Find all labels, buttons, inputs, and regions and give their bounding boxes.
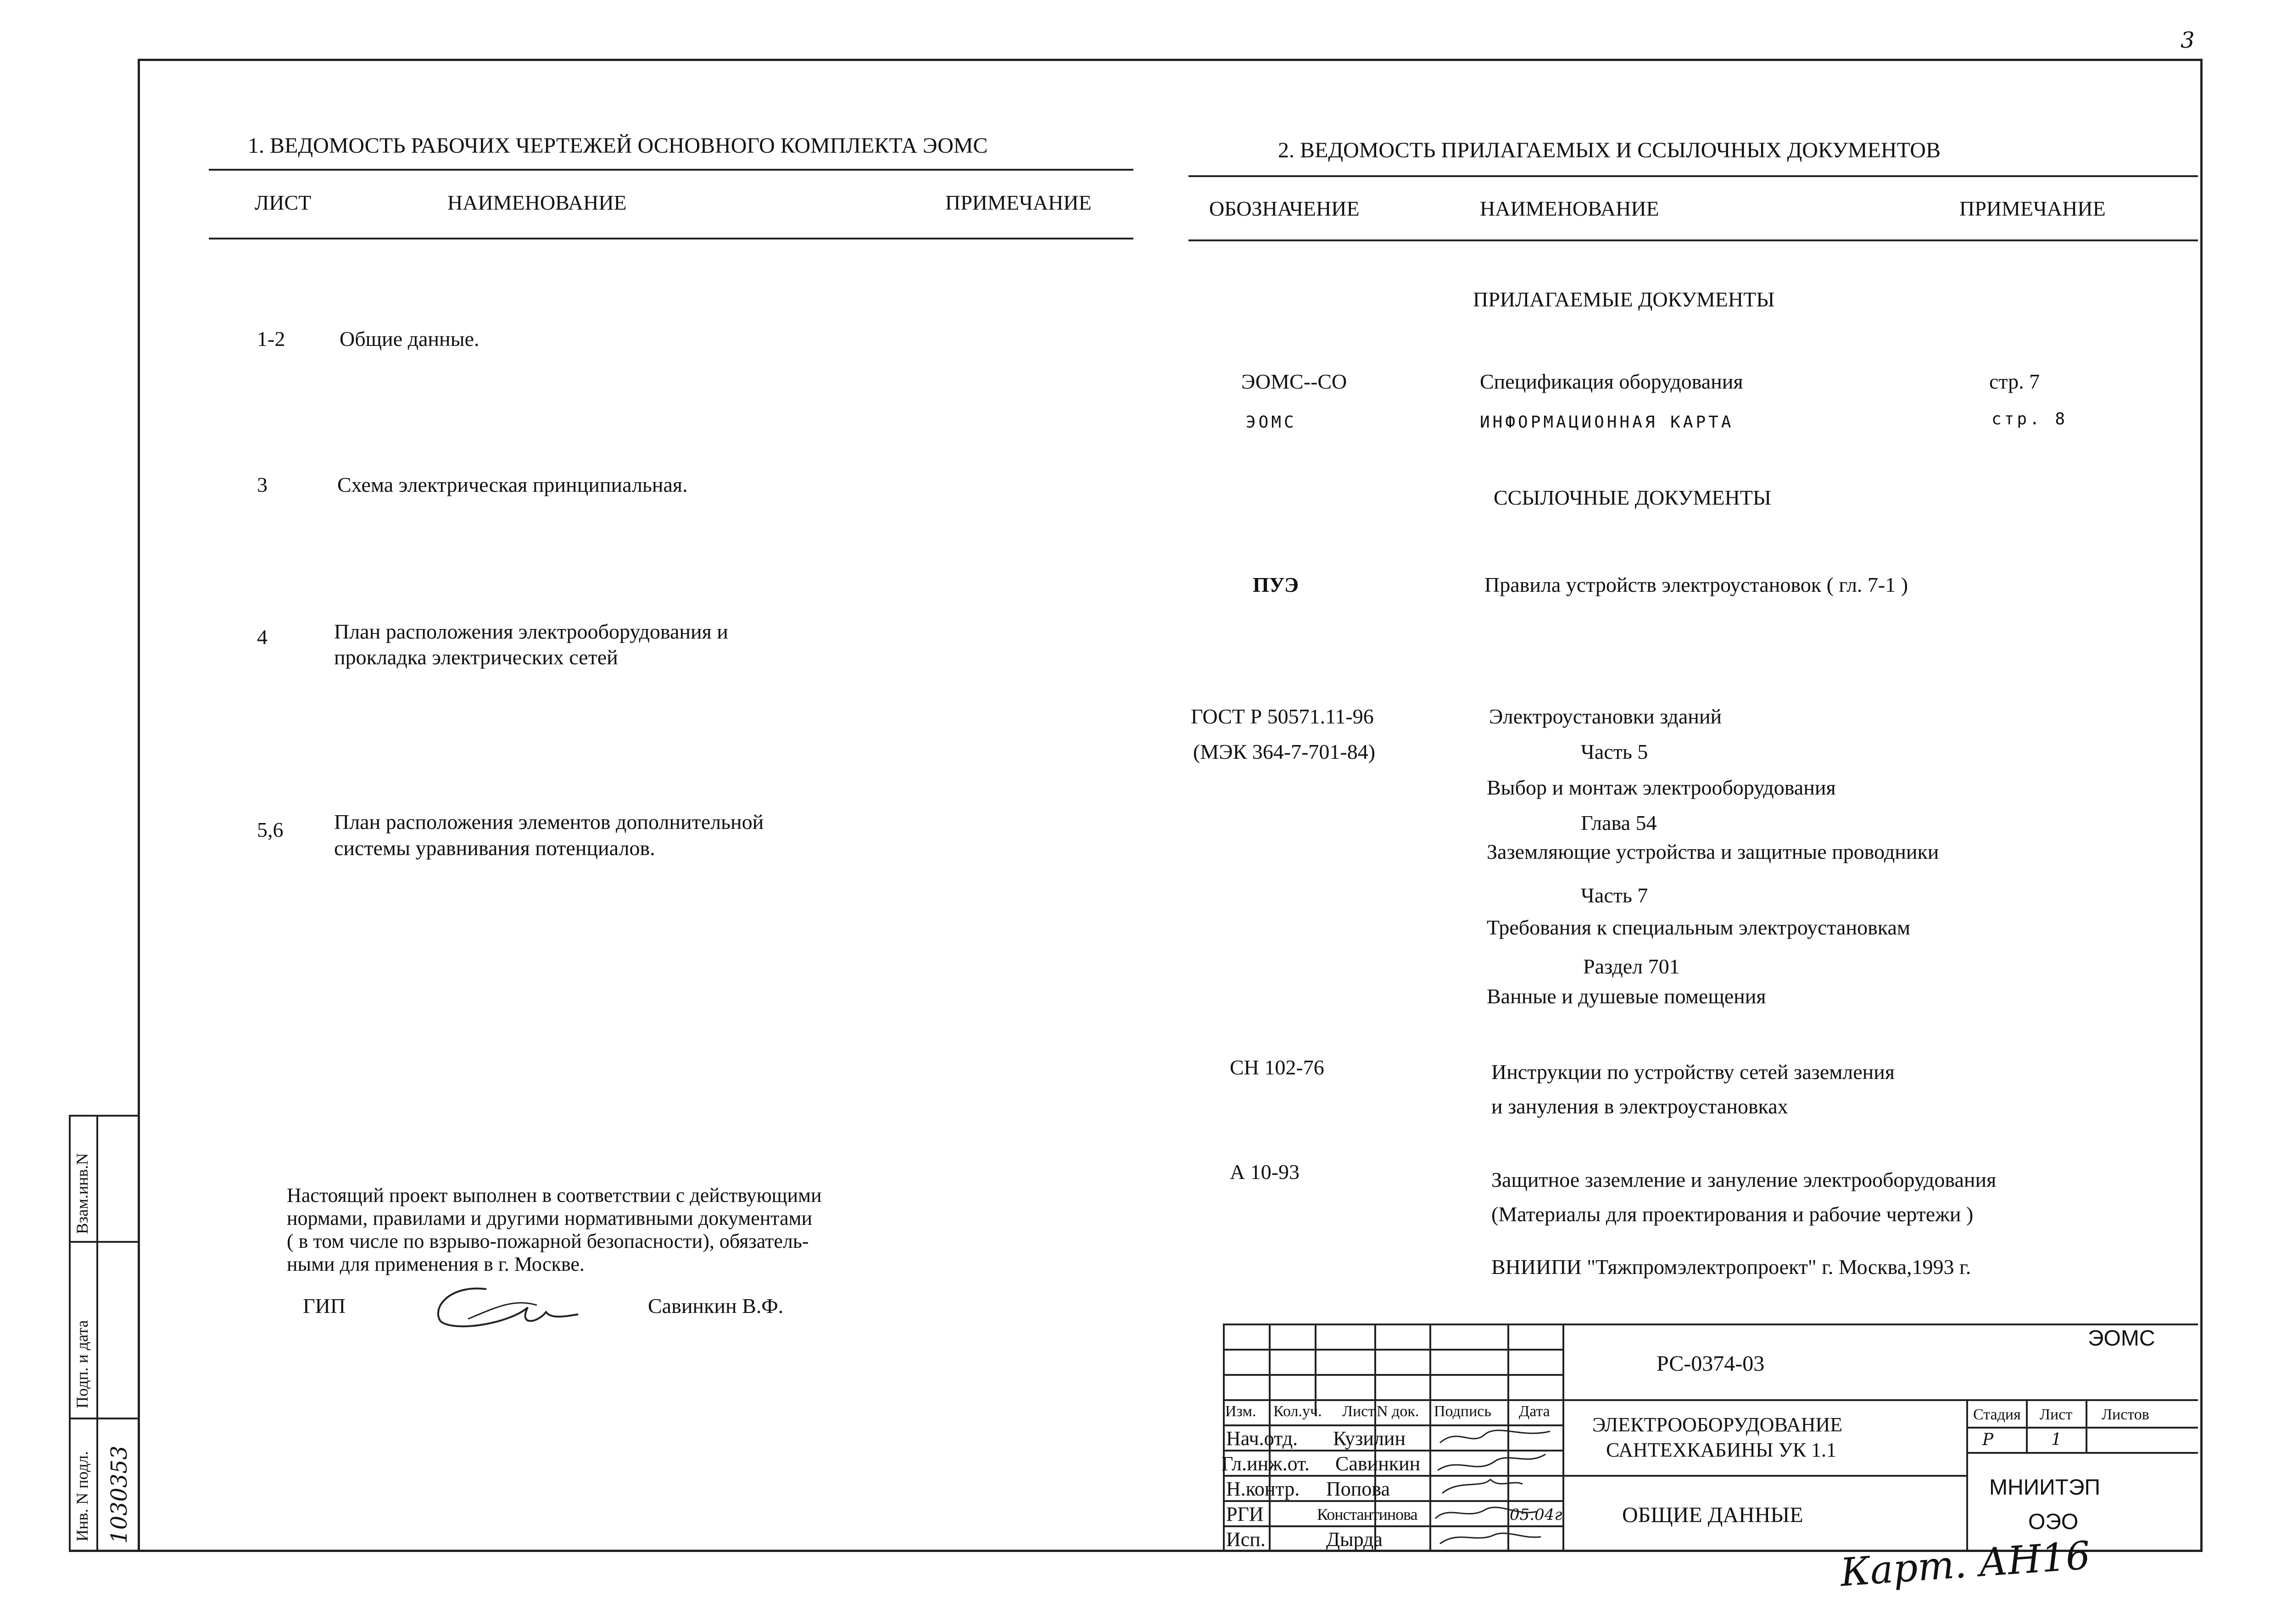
ref-name-a: (Материалы для проектирования и рабочие чертежи ) bbox=[1491, 1202, 1974, 1226]
stamp-signatures bbox=[1431, 1424, 1564, 1551]
gip-name: Савинкин В.Ф. bbox=[648, 1294, 784, 1318]
title-block-border bbox=[1223, 1324, 2198, 1325]
side-stamp-border bbox=[69, 1241, 138, 1243]
statement-line: ными для применения в г. Москве. bbox=[287, 1253, 585, 1275]
left-header-note: ПРИМЕЧАНИЕ bbox=[945, 191, 1092, 214]
gost-line: Глава 54 bbox=[1581, 811, 1657, 834]
stamp-sheet-value: 1 bbox=[2051, 1430, 2062, 1449]
stamp-col-header: Кол.уч. bbox=[1273, 1403, 1322, 1420]
stamp-name: Попова bbox=[1326, 1478, 1390, 1500]
attached-name: Спецификация оборудования bbox=[1480, 370, 1743, 393]
attached-code: ЭОМС bbox=[1246, 413, 1297, 432]
title-block-border bbox=[1223, 1374, 1562, 1376]
stamp-stage-value: Р bbox=[1982, 1430, 1994, 1449]
ref-code-gost: ГОСТ Р 50571.11-96 bbox=[1191, 705, 1374, 728]
left-row-sheet: 1-2 bbox=[257, 327, 285, 350]
left-row-name: Общие данные. bbox=[340, 327, 480, 350]
right-table-title: 2. ВЕДОМОСТЬ ПРИЛАГАЕМЫХ И ССЫЛОЧНЫХ ДОКУМЕНТОВ bbox=[1278, 138, 1941, 162]
ref-code-pue: ПУЭ bbox=[1253, 573, 1299, 596]
left-header-rule-bottom bbox=[209, 238, 1133, 239]
gost-line: Выбор и монтаж электрооборудования bbox=[1487, 776, 1836, 799]
title-block-border bbox=[1223, 1399, 1562, 1401]
left-row-name: Схема электрическая принципиальная. bbox=[337, 473, 688, 496]
reference-section-title: ССЫЛОЧНЫЕ ДОКУМЕНТЫ bbox=[1494, 486, 1771, 509]
title-block-border bbox=[1966, 1399, 1968, 1551]
attached-note: стр. 7 bbox=[1989, 370, 2040, 393]
right-header-rule-top bbox=[1188, 175, 2198, 177]
attached-code: ЭОМС--СО bbox=[1241, 370, 1347, 393]
title-block-border bbox=[1966, 1427, 2198, 1429]
stamp-org2: ОЭО bbox=[2028, 1510, 2079, 1534]
title-block-border bbox=[1562, 1475, 1966, 1477]
gost-line: Электроустановки зданий bbox=[1489, 705, 1722, 728]
right-header-name: НАИМЕНОВАНИЕ bbox=[1480, 197, 1659, 220]
title-block-border bbox=[1223, 1324, 1225, 1551]
title-block-border bbox=[1562, 1399, 2198, 1401]
ref-name-a: Защитное заземление и зануление электрооборудования bbox=[1491, 1168, 1997, 1191]
right-header-note: ПРИМЕЧАНИЕ bbox=[1959, 197, 2106, 220]
left-header-name: НАИМЕНОВАНИЕ bbox=[447, 191, 627, 214]
stamp-name: Савинкин bbox=[1335, 1452, 1421, 1475]
ref-name-sn: Инструкции по устройству сетей заземления bbox=[1491, 1060, 1895, 1084]
stamp-sheet-label: Лист bbox=[2040, 1406, 2073, 1423]
left-row-sheet: 5,6 bbox=[257, 818, 284, 841]
side-stamp-podp: Подп. и дата bbox=[73, 1320, 91, 1408]
statement-line: нормами, правилами и другими нормативными документами bbox=[287, 1207, 812, 1229]
stamp-role: Гл.инж.от. bbox=[1222, 1452, 1310, 1475]
gip-signature bbox=[431, 1280, 583, 1335]
gost-line: Ванные и душевые помещения bbox=[1487, 984, 1766, 1008]
side-stamp-border bbox=[96, 1115, 98, 1551]
right-header-rule-bottom bbox=[1188, 239, 2198, 241]
ref-code-iec: (МЭК 364-7-701-84) bbox=[1193, 740, 1376, 763]
gost-line: Заземляющие устройства и защитные проводники bbox=[1487, 840, 1939, 863]
sheet-number: 3 bbox=[2181, 28, 2195, 53]
left-row-name: План расположения электрооборудования и bbox=[334, 620, 728, 643]
stamp-org1: МНИИТЭП bbox=[1989, 1475, 2100, 1500]
title-block-border bbox=[2086, 1399, 2087, 1452]
stamp-set: ЭОМС bbox=[2088, 1326, 2155, 1351]
stamp-date: 05.04г bbox=[1510, 1506, 1562, 1524]
title-block-border bbox=[1223, 1349, 1562, 1351]
stamp-doc-code: РС-0374-03 bbox=[1657, 1351, 1765, 1376]
gost-line: Часть 7 bbox=[1581, 884, 1648, 907]
left-row-name: прокладка электрических сетей bbox=[334, 645, 618, 669]
stamp-stage-label: Стадия bbox=[1973, 1406, 2021, 1423]
title-block-border bbox=[1966, 1452, 2198, 1454]
left-header-rule-top bbox=[209, 169, 1133, 171]
attached-name: ИНФОРМАЦИОННАЯ КАРТА bbox=[1480, 413, 1734, 432]
side-stamp-inv: Инв. N подл. bbox=[73, 1451, 91, 1541]
gip-label: ГИП bbox=[303, 1294, 346, 1318]
attached-note: стр. 8 bbox=[1991, 410, 2068, 428]
stamp-col-header: Изм. bbox=[1225, 1403, 1256, 1420]
left-row-sheet: 3 bbox=[257, 473, 268, 496]
side-stamp-border bbox=[69, 1115, 71, 1551]
ref-name-sn: и зануления в электроустановках bbox=[1491, 1095, 1788, 1118]
gost-line: Раздел 701 bbox=[1583, 955, 1680, 978]
statement-line: Настоящий проект выполнен в соответствии с действующими bbox=[287, 1184, 822, 1207]
ref-name-a: ВНИИПИ "Тяжпромэлектропроект" г. Москва,1993 г. bbox=[1491, 1255, 1971, 1279]
stamp-col-header: Дата bbox=[1519, 1403, 1550, 1420]
side-stamp-inv-value: 1030353 bbox=[106, 1446, 132, 1544]
stamp-title-line1: ЭЛЕКТРООБОРУДОВАНИЕ bbox=[1592, 1413, 1843, 1436]
stamp-name: Кузилин bbox=[1333, 1427, 1406, 1450]
stamp-name: Дырда bbox=[1326, 1528, 1383, 1551]
ref-name-pue: Правила устройств электроустановок ( гл. 7-1 ) bbox=[1484, 573, 1908, 596]
left-row-sheet: 4 bbox=[257, 625, 268, 649]
stamp-name: Константинова bbox=[1317, 1505, 1417, 1524]
stamp-col-header: Подпись bbox=[1434, 1403, 1491, 1420]
title-block-border bbox=[2026, 1399, 2028, 1452]
title-block-border bbox=[1315, 1324, 1316, 1415]
side-stamp-vzam: Взам.инв.N bbox=[73, 1153, 91, 1234]
stamp-role: РГИ bbox=[1226, 1503, 1264, 1525]
left-header-sheet: ЛИСТ bbox=[255, 191, 312, 214]
left-row-name: системы уравнивания потенциалов. bbox=[334, 836, 655, 860]
ref-code-sn: СН 102-76 bbox=[1230, 1056, 1324, 1079]
side-stamp-border bbox=[69, 1418, 138, 1419]
right-header-code: ОБОЗНАЧЕНИЕ bbox=[1209, 197, 1360, 220]
left-row-name: План расположения элементов дополнительной bbox=[334, 810, 764, 834]
archive-note: Карт. АН16 bbox=[1839, 1533, 2092, 1595]
left-table-title: 1. ВЕДОМОСТЬ РАБОЧИХ ЧЕРТЕЖЕЙ ОСНОВНОГО КОМПЛЕКТА ЭОМС bbox=[248, 133, 988, 158]
stamp-role: Нач.отд. bbox=[1226, 1427, 1298, 1450]
stamp-title-line2: САНТЕХКАБИНЫ УК 1.1 bbox=[1606, 1439, 1837, 1461]
stamp-col-header: Лист bbox=[1342, 1403, 1375, 1420]
gost-line: Часть 5 bbox=[1581, 740, 1648, 763]
stamp-role: Н.контр. bbox=[1226, 1478, 1300, 1500]
stamp-sheet-title: ОБЩИЕ ДАННЫЕ bbox=[1622, 1503, 1803, 1527]
stamp-col-header: N док. bbox=[1377, 1403, 1419, 1420]
attached-section-title: ПРИЛАГАЕМЫЕ ДОКУМЕНТЫ bbox=[1473, 288, 1775, 311]
stamp-role: Исп. bbox=[1226, 1528, 1266, 1551]
gost-line: Требования к специальным электроустановкам bbox=[1487, 916, 1910, 939]
statement-line: ( в том числе по взрыво-пожарной безопасности), обязатель- bbox=[287, 1230, 809, 1252]
ref-code-a: А 10-93 bbox=[1230, 1160, 1300, 1184]
side-stamp-border bbox=[69, 1115, 138, 1117]
stamp-sheets-label: Листов bbox=[2102, 1406, 2149, 1423]
